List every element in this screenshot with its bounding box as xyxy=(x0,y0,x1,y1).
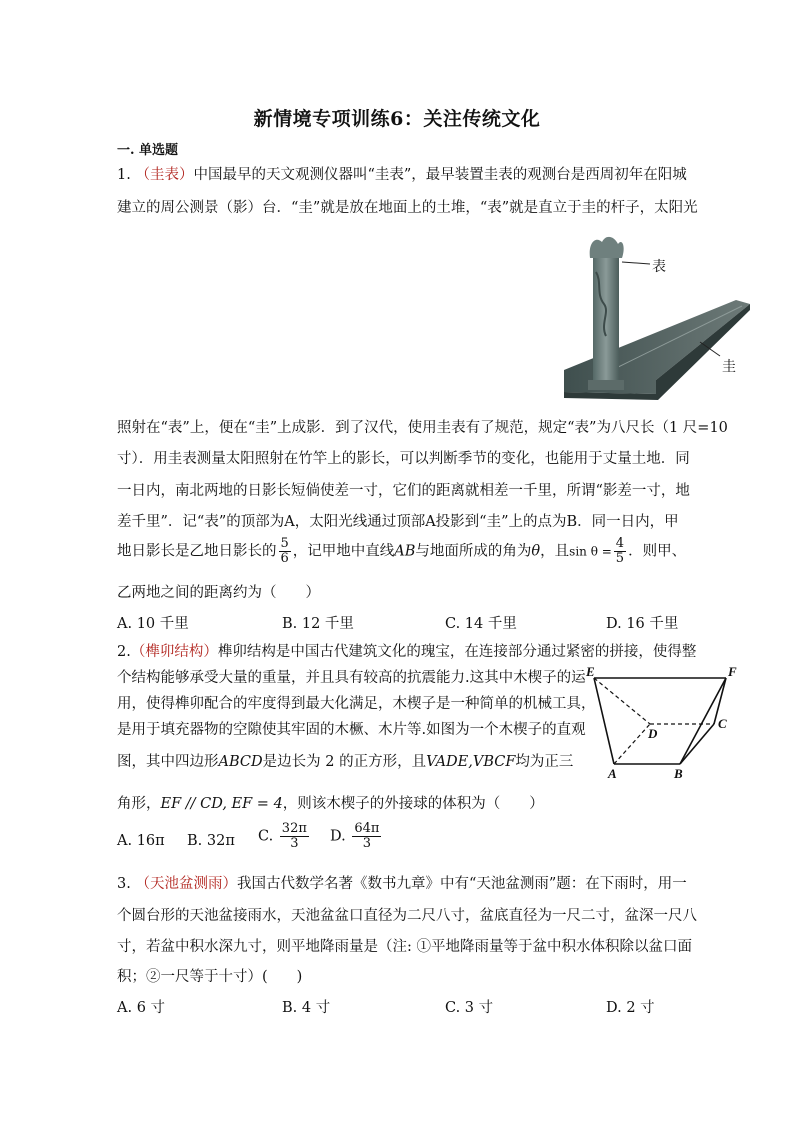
fraction-numerator: 32π xyxy=(281,821,307,836)
q1-text-7d: ，且 xyxy=(540,543,570,560)
fraction-numerator: 4 xyxy=(615,536,625,551)
q2-option-c-label: C. xyxy=(258,828,274,845)
fraction-5-6 xyxy=(279,537,291,566)
section-heading: 一. 单选题 xyxy=(117,143,179,158)
q1-line-7 xyxy=(117,537,686,566)
q3-line-3: 寸，若盆中积水深九寸，则平地降雨量是（注: ①平地降雨量等于盆中积水体积除以盆口面 xyxy=(117,939,692,955)
q1-text-1: 中国最早的天文观测仪器叫“圭表”，最早装置圭表的观测台是西周初年在阳城 xyxy=(193,167,687,183)
biao-top-ornament xyxy=(590,237,624,258)
q2-option-c[interactable] xyxy=(258,822,311,851)
q2-text-5b: 是边长为 2 的正方形，且 xyxy=(262,754,427,770)
q1-text-7c: 与地面所成的角为 xyxy=(415,543,532,560)
q3-option-a[interactable]: A. 6 寸 xyxy=(117,1000,166,1016)
q3-option-c[interactable]: C. 3 寸 xyxy=(445,1000,494,1016)
q2-line-1 xyxy=(117,640,696,661)
q2-line-2: 个结构能够承受大量的重量，并且具有较高的抗震能力.这其中木楔子的运 xyxy=(117,670,586,686)
q3-text-1: 我国古代数学名著《数书九章》中有“天池盆测雨”题：在下雨时，用一 xyxy=(236,876,687,892)
q3-line-1 xyxy=(117,872,687,893)
fraction-numerator: 64π xyxy=(354,821,380,836)
q1-option-b[interactable]: B. 12 千里 xyxy=(282,616,354,632)
q2-option-a[interactable]: A. 16π xyxy=(117,833,165,849)
vertex-f-label: F xyxy=(728,664,737,679)
q2-text-6b: ，则该木楔子的外接球的体积为（ ） xyxy=(282,796,544,812)
q2-option-d-label: D. xyxy=(330,828,346,845)
q1-line-6: 差千里”．记“表”的顶部为A，太阳光线通过顶部A投影到“圭”上的点为B．同一日内，甲 xyxy=(117,514,679,530)
biao-leader-line xyxy=(622,262,650,264)
fraction-denominator: 5 xyxy=(615,551,625,566)
wedge-figure xyxy=(584,664,744,784)
q1-option-c[interactable]: C. 14 千里 xyxy=(445,616,517,632)
q1-line-8: 乙两地之间的距离约为（ ） xyxy=(117,585,320,601)
segment-ab: AB xyxy=(394,543,416,560)
q2-line-6 xyxy=(117,792,544,813)
vertex-c-label: C xyxy=(718,716,727,731)
page-title: 新情境专项训练6：关注传统文化 xyxy=(253,108,541,130)
fraction-denominator: 3 xyxy=(290,836,299,851)
q1-text-7a: 地日影长是乙地日影长的 xyxy=(117,543,277,560)
vertex-a-label: A xyxy=(608,766,617,781)
quad-abcd: ABCD xyxy=(218,754,263,770)
angle-theta: θ xyxy=(531,543,541,560)
vertex-e-label: E xyxy=(586,664,595,679)
q1-number: 1. xyxy=(117,167,131,183)
q2-text-5c: 均为正三 xyxy=(515,754,574,770)
q1-text-7e: ．则甲、 xyxy=(628,543,687,560)
q2-text-6a: 角形， xyxy=(117,796,161,812)
q2-line-3: 用，使得榫卯配合的牢度得到最大化满足，木楔子是一种简单的机械工具， xyxy=(117,696,596,712)
biao-base xyxy=(588,380,624,390)
vertex-b-label: B xyxy=(674,766,683,781)
q1-line-2: 建立的周公测景（影）台．“圭”就是放在地面上的土堆，“表”就是直立于圭的杆子，太阳光 xyxy=(117,200,698,216)
q2-number: 2. xyxy=(117,644,131,660)
q3-number: 3. xyxy=(117,876,131,892)
fraction-numerator: 5 xyxy=(280,536,289,551)
q3-line-2: 个圆台形的天池盆接雨水，天池盆盆口直径为二尺八寸，盆底直径为一尺二寸，盆深一尺八 xyxy=(117,908,697,924)
fig-label-gui: 圭 xyxy=(722,359,736,375)
sin-theta: sin θ = xyxy=(569,544,612,559)
q3-line-4: 积；②一尺等于十寸）( ) xyxy=(117,969,303,985)
q2-line-4: 是用于填充器物的空隙使其牢固的木橛、木片等.如图为一个木楔子的直观 xyxy=(117,722,586,738)
q2-text-5a: 图，其中四边形 xyxy=(117,754,219,770)
edge-ad-hidden xyxy=(614,724,650,764)
fraction-denominator: 6 xyxy=(280,551,289,566)
q2-text-1: 榫卯结构是中国古代建筑文化的瑰宝，在连接部分通过紧密的拼接，使得整 xyxy=(217,644,697,660)
q1-line-3: 照射在“表”上，便在“圭”上成影．到了汉代，使用圭表有了规范，规定“表”为八尺长（1 尺=10 xyxy=(117,420,728,436)
q2-option-b[interactable]: B. 32π xyxy=(187,833,235,849)
q3-tag: （天池盆测雨） xyxy=(135,876,237,892)
q3-option-d[interactable]: D. 2 寸 xyxy=(606,1000,655,1016)
q1-line-1 xyxy=(117,163,687,184)
condition-ef: EF // CD, EF = 4 xyxy=(160,796,283,812)
edge-ea xyxy=(594,678,614,764)
q2-tag: （榫卯结构） xyxy=(130,644,218,660)
fraction-4-5 xyxy=(614,537,626,566)
q2-option-c-fraction xyxy=(280,822,309,851)
q2-option-d[interactable] xyxy=(330,822,383,851)
vertex-d-label: D xyxy=(648,726,658,741)
q1-tag: （圭表） xyxy=(135,167,194,183)
fig-label-biao: 表 xyxy=(652,259,666,275)
q2-option-d-fraction xyxy=(352,822,381,851)
q1-line-5: 一日内，南北两地的日影长短倘使差一寸，它们的距离就相差一千里，所谓“影差一寸，地 xyxy=(117,483,690,499)
fraction-denominator: 3 xyxy=(362,836,372,851)
q1-option-d[interactable]: D. 16 千里 xyxy=(606,616,679,632)
q2-line-5 xyxy=(117,750,573,771)
q3-option-b[interactable]: B. 4 寸 xyxy=(282,1000,331,1016)
q1-text-7b: ，记甲地中直线 xyxy=(292,543,395,560)
q1-option-a[interactable]: A. 10 千里 xyxy=(117,616,189,632)
triangles-ade-bcf: VADE,VBCF xyxy=(426,754,516,770)
q1-line-4: 寸）．用圭表测量太阳照射在竹竿上的影长，可以判断季节的变化，也能用于丈量土地．同 xyxy=(117,451,690,467)
edge-bc xyxy=(680,724,714,764)
